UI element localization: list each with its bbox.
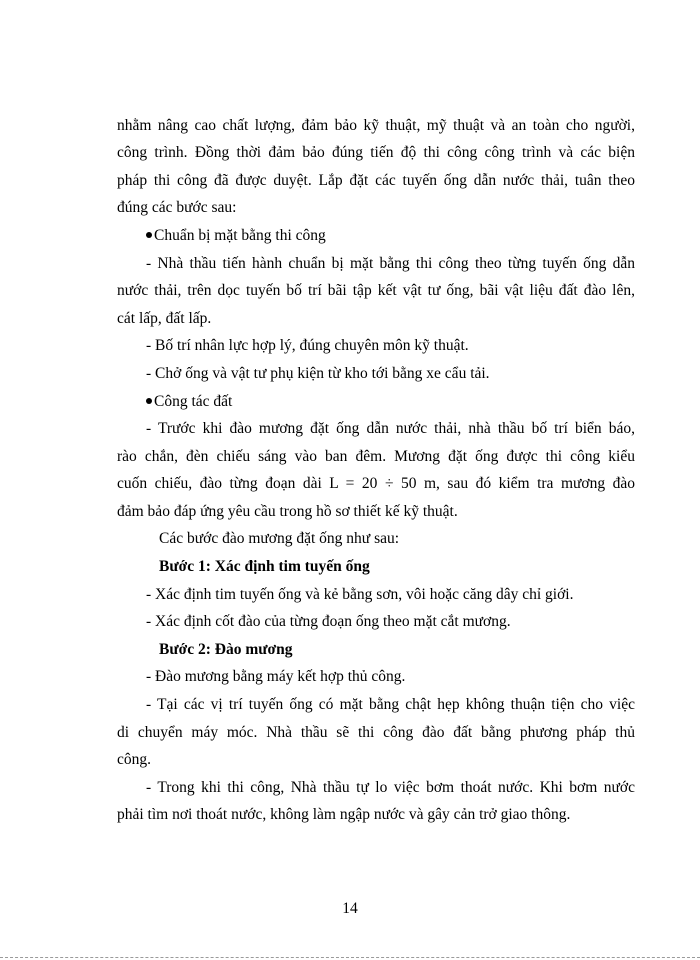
paragraph-line: Các bước đào mương đặt ống như sau: (159, 530, 400, 547)
paragraph-line: di chuyển máy móc. Nhà thầu sẽ thi công đào đất bằng phương pháp thủ (117, 724, 635, 741)
paragraph-line: - Chở ống và vật tư phụ kiện từ kho tới bằng xe cẩu tải. (146, 365, 490, 382)
bullet-heading-text: Công tác đất (154, 393, 233, 410)
paragraph-line: nhằm nâng cao chất lượng, đảm bảo kỹ thuật, mỹ thuật và an toàn cho người, (117, 117, 635, 134)
step-heading: Bước 2: Đào mương (159, 641, 293, 658)
step-heading: Bước 1: Xác định tim tuyến ống (159, 558, 370, 575)
paragraph-line: cát lấp, đất lấp. (117, 310, 212, 327)
paragraph-line: nước thải, trên dọc tuyến bố trí bãi tập kết vật tư ống, bãi vật liệu đất đào lên, (117, 282, 635, 299)
bullet-heading-text: Chuẩn bị mặt bằng thi công (154, 227, 326, 244)
bullet-icon (146, 398, 152, 404)
paragraph-line: phải tìm nơi thoát nước, không làm ngập nước và gây cản trở giao thông. (117, 806, 571, 823)
paragraph-line: - Tại các vị trí tuyến ống có mặt bằng chật hẹp không thuận tiện cho việc (146, 696, 635, 713)
paragraph-line: - Trước khi đào mương đặt ống dẫn nước thải, nhà thầu bố trí biển báo, (146, 420, 635, 437)
paragraph-line: rào chắn, đèn chiếu sáng vào ban đêm. Mương đặt ống được thi công kiểu (117, 448, 635, 465)
paragraph-line: công. (117, 751, 152, 768)
bullet-heading (146, 392, 232, 412)
paragraph-line: đảm bảo đáp ứng yêu cầu trong hồ sơ thiết kế kỹ thuật. (117, 503, 458, 520)
paragraph-line: công trình. Đồng thời đảm bảo đúng tiến độ thi công công trình và các biện (117, 144, 635, 161)
bullet-heading (146, 226, 326, 246)
page-number: 14 (342, 900, 358, 917)
paragraph-line: pháp thi công đã được duyệt. Lắp đặt các tuyến ống dẫn nước thải, tuân theo (117, 172, 635, 189)
paragraph-line: - Trong khi thi công, Nhà thầu tự lo việc bơm thoát nước. Khi bơm nước (146, 779, 635, 796)
paragraph-line: - Xác định cốt đào của từng đoạn ống theo mặt cắt mương. (146, 613, 511, 630)
paragraph-line: cuốn chiếu, đào từng đoạn dài L = 20 ÷ 50 m, sau đó kiểm tra mương đào (117, 475, 635, 492)
paragraph-line: đúng các bước sau: (117, 199, 237, 216)
paragraph-line: - Bố trí nhân lực hợp lý, đúng chuyên môn kỹ thuật. (146, 337, 469, 354)
page-bottom-divider (0, 957, 700, 958)
paragraph-line: - Đào mương bằng máy kết hợp thủ công. (146, 668, 406, 685)
paragraph-line: - Nhà thầu tiến hành chuẩn bị mặt bằng thi công theo từng tuyến ống dẫn (146, 255, 635, 272)
paragraph-line: - Xác định tim tuyến ống và kẻ bằng sơn, vôi hoặc căng dây chỉ giới. (146, 586, 574, 603)
bullet-icon (146, 232, 152, 238)
